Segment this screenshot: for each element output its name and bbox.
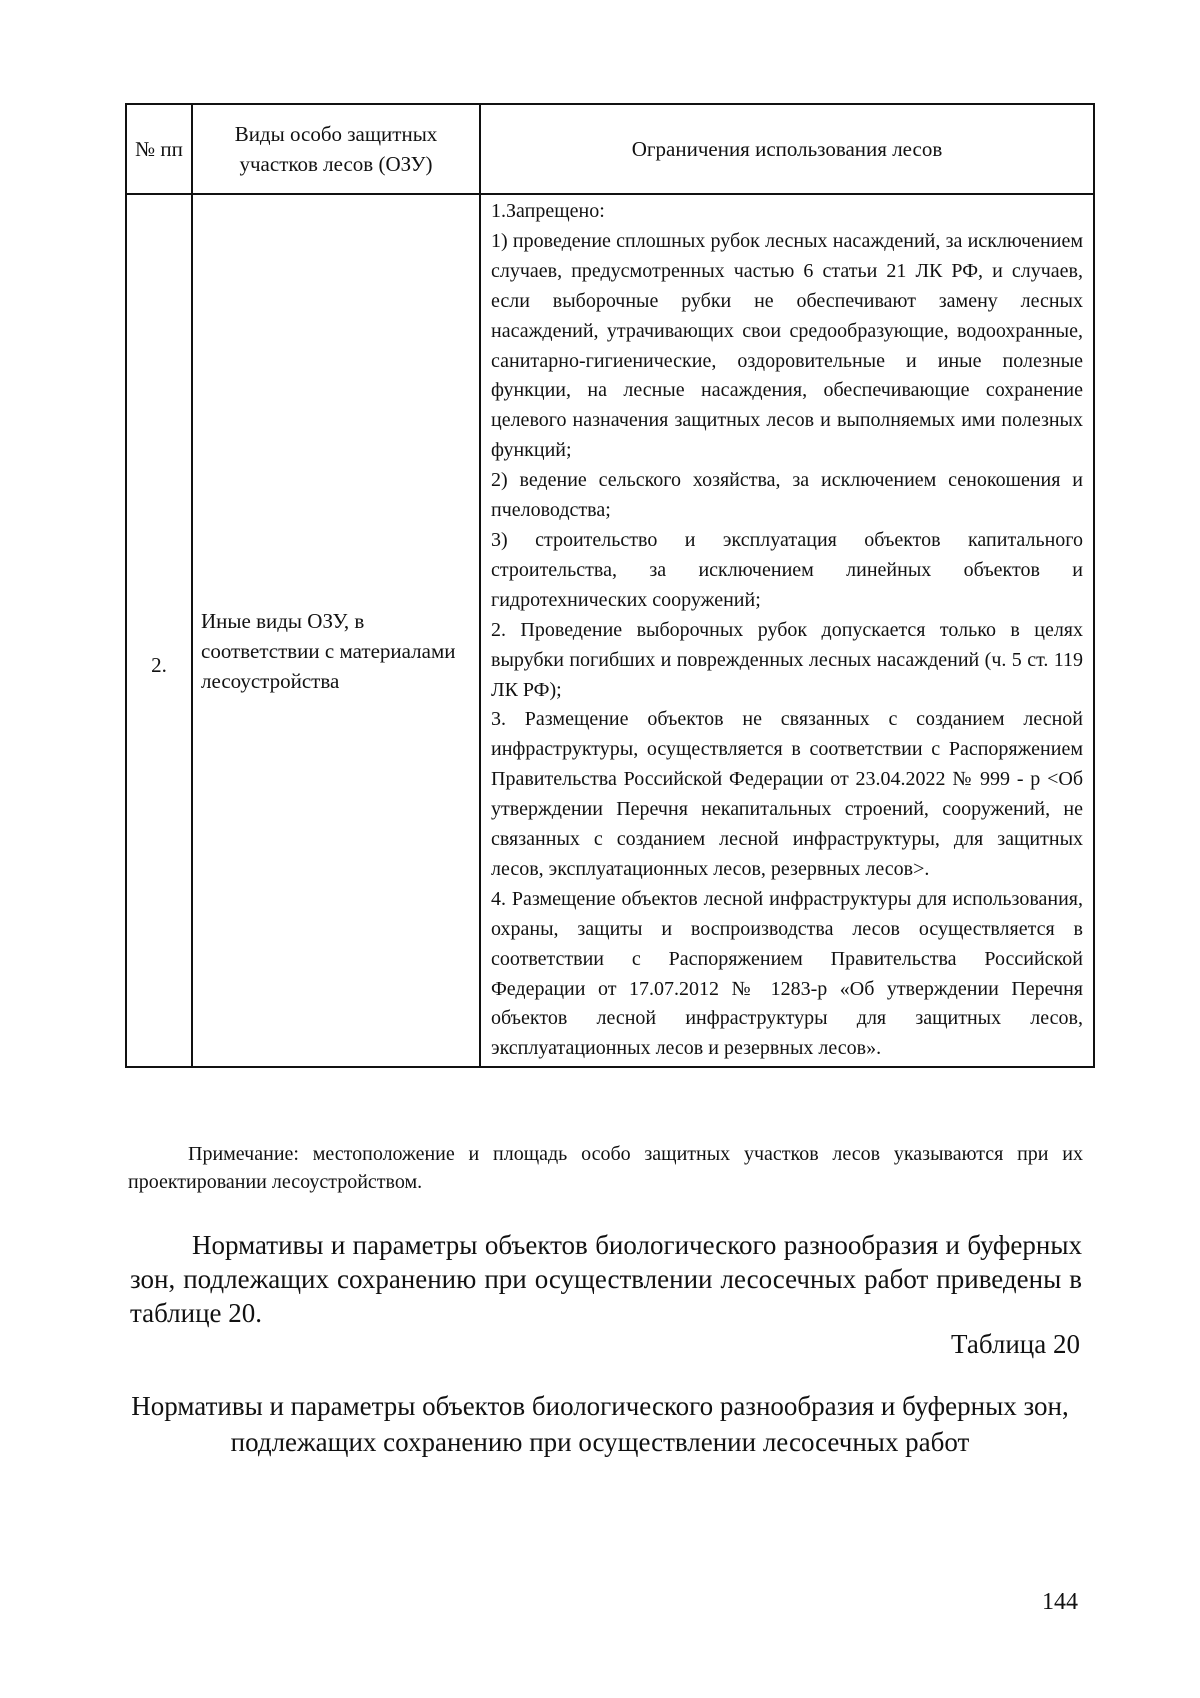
restriction-item: 1) проведение сплошных рубок лесных насаждений, за исключением случаев, предусмотренных частью 6 статьи 21 ЛК РФ, и случаев, если выборочные рубки не обеспечивают замену лесных насаждений, утрачивающих свои средообразующие, водоохранные, санитарно-гигиенические, оздоровительные и иные полезные функции, на лесные насаждения, обеспечивающие сохранение целевого назначения защитных лесов и выполняемых ими полезных функций; (491, 229, 1083, 462)
table-note: Примечание: местоположение и площадь особо защитных участков лесов указываются при их проектировании лесоустройством. (128, 1143, 1083, 1193)
restriction-item: 4. Размещение объектов лесной инфраструктуры для использования, охраны, защиты и воспроизводства лесов осуществляется в соответствии с Распоряжением Правительства Российской Федерации от 17.07.2012 № 1283-р «Об утверждении Перечня объектов лесной инфраструктуры для защитных лесов, эксплуатационных лесов и резервных лесов». (491, 887, 1083, 1060)
restriction-item: 3. Размещение объектов не связанных с созданием лесной инфраструктуры, осуществляется в соответствии с Распоряжением Правительства Российской Федерации от 23.04.2022 № 999 - р <Об утверждении Перечня некапитальных строений, сооружений, не связанных с созданием лесной инфраструктуры, для защитных лесов, эксплуатационных лесов, резервных лесов>. (491, 708, 1083, 880)
table-label: Таблица 20 (951, 1329, 1080, 1359)
page-number: 144 (1042, 1589, 1078, 1615)
restriction-item: 2) ведение сельского хозяйства, за исключением сенокошения и пчеловодства; (491, 469, 1083, 522)
table-title: Нормативы и параметры объектов биологического разнообразия и буферных зон, подлежащих сохранению при осуществлении лесосечных работ (131, 1391, 1069, 1457)
table-row (126, 194, 1094, 1067)
restriction-item: 3) строительство и эксплуатация объектов капитального строительства, за исключением линейных объектов и гидротехнических сооружений; (491, 528, 1083, 611)
body-paragraph: Нормативы и параметры объектов биологического разнообразия и буферных зон, подлежащих сохранению при осуществлении лесосечных работ приведены в таблице 20. (130, 1230, 1082, 1328)
row-restrictions (480, 194, 1094, 1067)
restriction-item: 1.Запрещено: (491, 200, 605, 222)
table-header-row (126, 104, 1094, 194)
header-restrictions: Ограничения использования лесов (480, 104, 1094, 194)
row-number: 2. (126, 194, 192, 1067)
header-ozu-types: Виды особо защитных участков лесов (ОЗУ) (192, 104, 480, 194)
ozu-restrictions-table (125, 103, 1095, 1068)
restriction-item: 2. Проведение выборочных рубок допускается только в целях вырубки погибших и поврежденных лесных насаждений (ч. 5 ст. 119 ЛК РФ); (491, 618, 1083, 701)
header-number: № пп (126, 104, 192, 194)
row-ozu-type: Иные виды ОЗУ, в соответствии с материалами лесоустройства (192, 194, 480, 1067)
